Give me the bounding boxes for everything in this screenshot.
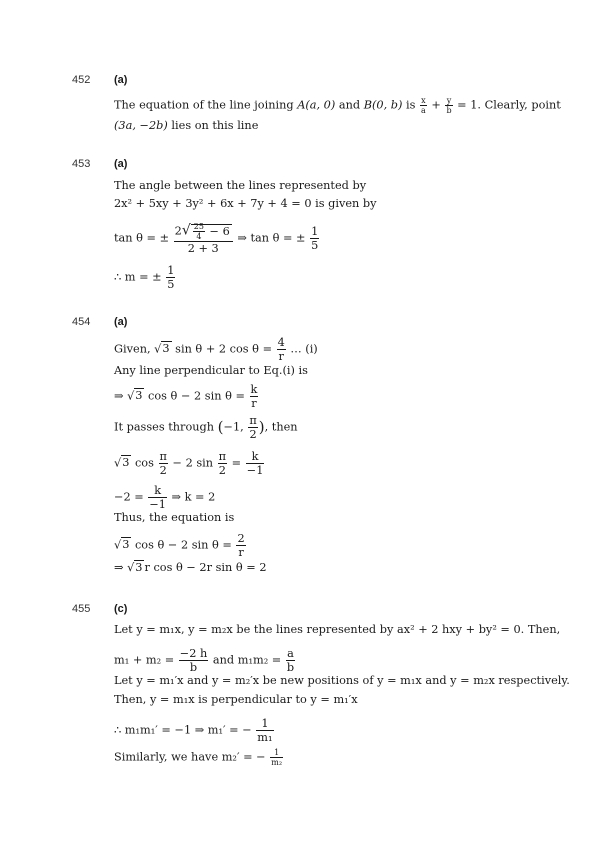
solution-line: Thus, the equation is <box>114 511 235 524</box>
solution-line: Let y = m₁′x and y = m₂′x be new positions of y = m₁x and y = m₂x respectively. <box>114 674 570 687</box>
fraction: $\frac{\pi}{2}$ <box>159 450 167 477</box>
fraction: $\frac{1}{\text{m₁}}$ <box>257 717 273 744</box>
fraction: $\frac{4}{r}$ <box>277 336 285 363</box>
fraction: $\frac{2}{r}$ <box>237 532 245 559</box>
fraction: $\frac{k}{r}$ <box>250 383 258 410</box>
fraction: $\frac{y}{b}$ <box>446 96 452 116</box>
answer-option: (a) <box>114 74 128 86</box>
fraction: $\frac{k}{-1}$ <box>246 450 264 477</box>
fraction: $\frac{\pi}{2}$ <box>249 414 257 441</box>
solution-line: 2x² + 5xy + 3y² + 6x + 7y + 4 = 0 is given by <box>114 197 377 210</box>
solution-line: ⇒ √3 cos θ − 2 sin θ = $\frac{k}{r}$ <box>114 383 258 410</box>
solution-line: ∴ m₁m₁′ = −1 ⇒ m₁′ = − $\frac{1}{\text{m₁}}$ <box>114 717 273 744</box>
solution-line: The angle between the lines represented by <box>114 179 367 192</box>
fraction: $\frac{1}{\text{m₂}}$ <box>271 748 283 768</box>
problem-number: 453 <box>72 158 91 170</box>
answer-option: (a) <box>114 316 128 328</box>
solution-line: −2 = $\frac{k}{-1}$ ⇒ k = 2 <box>114 484 216 511</box>
solution-line: (3a, −2b) lies on this line <box>114 119 259 132</box>
solution-line: Let y = m₁x, y = m₂x be the lines represented by ax² + 2 hxy + by² = 0. Then, <box>114 623 561 636</box>
answer-option: (c) <box>114 603 128 615</box>
fraction: $\frac{x}{a}$ <box>421 96 426 116</box>
fraction: $\frac{1}{5}$ <box>311 225 319 253</box>
fraction: $\frac{\pi}{2}$ <box>218 450 227 477</box>
solution-line: Any line perpendicular to Eq.(i) is <box>114 364 308 377</box>
solution-line: ⇒ √3 r cos θ − 2r sin θ = 2 <box>114 561 267 574</box>
solution-line: m₁ + m₂ = $\frac{-2 h}{b}$ and m₁m₂ = $\frac{a}{b}$ <box>114 647 295 674</box>
fraction: $\frac{a}{b}$ <box>286 647 295 674</box>
solution-line: Then, y = m₁x is perpendicular to y = m₁′x <box>114 693 358 706</box>
solution-line: ∴ m = ± $\frac{1}{5}$ <box>114 264 175 291</box>
solution-line: The equation of the line joining A(a, 0) and B(0, b) is $\frac{x}{a}$ + $\frac{y}{b}$ = 1. Clearly, point <box>114 96 561 116</box>
solution-line: Given, √3 sin θ + 2 cos θ = $\frac{4}{r}$ … (i) <box>114 336 318 363</box>
solution-line: √3 cos $\frac{\pi}{2}$ − 2 sin $\frac{\pi}{2}$ = $\frac{k}{-1}$ <box>114 450 264 477</box>
fraction: $\frac{1}{5}$ <box>167 264 175 291</box>
solution-line: √3 cos θ − 2 sin θ = $\frac{2}{r}$ <box>114 532 245 559</box>
solution-line: tan θ = ± 2√ $\frac{25}{4}$ − 6 2 + 3 ⇒ tan θ = ± $\frac{1}{5}$ <box>114 222 319 256</box>
answer-option: (a) <box>114 158 128 170</box>
solution-line: It passes through (−1, $\frac{\pi}{2}$ ), then <box>114 414 298 441</box>
problem-number: 454 <box>72 316 91 328</box>
fraction: 2√ $\frac{25}{4}$ − 6 2 + 3 <box>174 222 233 255</box>
problem-number: 455 <box>72 603 91 615</box>
fraction: $\frac{k}{-1}$ <box>149 484 166 511</box>
problem-number: 452 <box>72 74 91 86</box>
solution-line: Similarly, we have m₂′ = − $\frac{1}{\text{m₂}}$ <box>114 748 283 768</box>
fraction: $\frac{-2 h}{b}$ <box>179 647 208 674</box>
sqrt-radicand: $\frac{25}{4}$ − 6 <box>191 224 232 238</box>
